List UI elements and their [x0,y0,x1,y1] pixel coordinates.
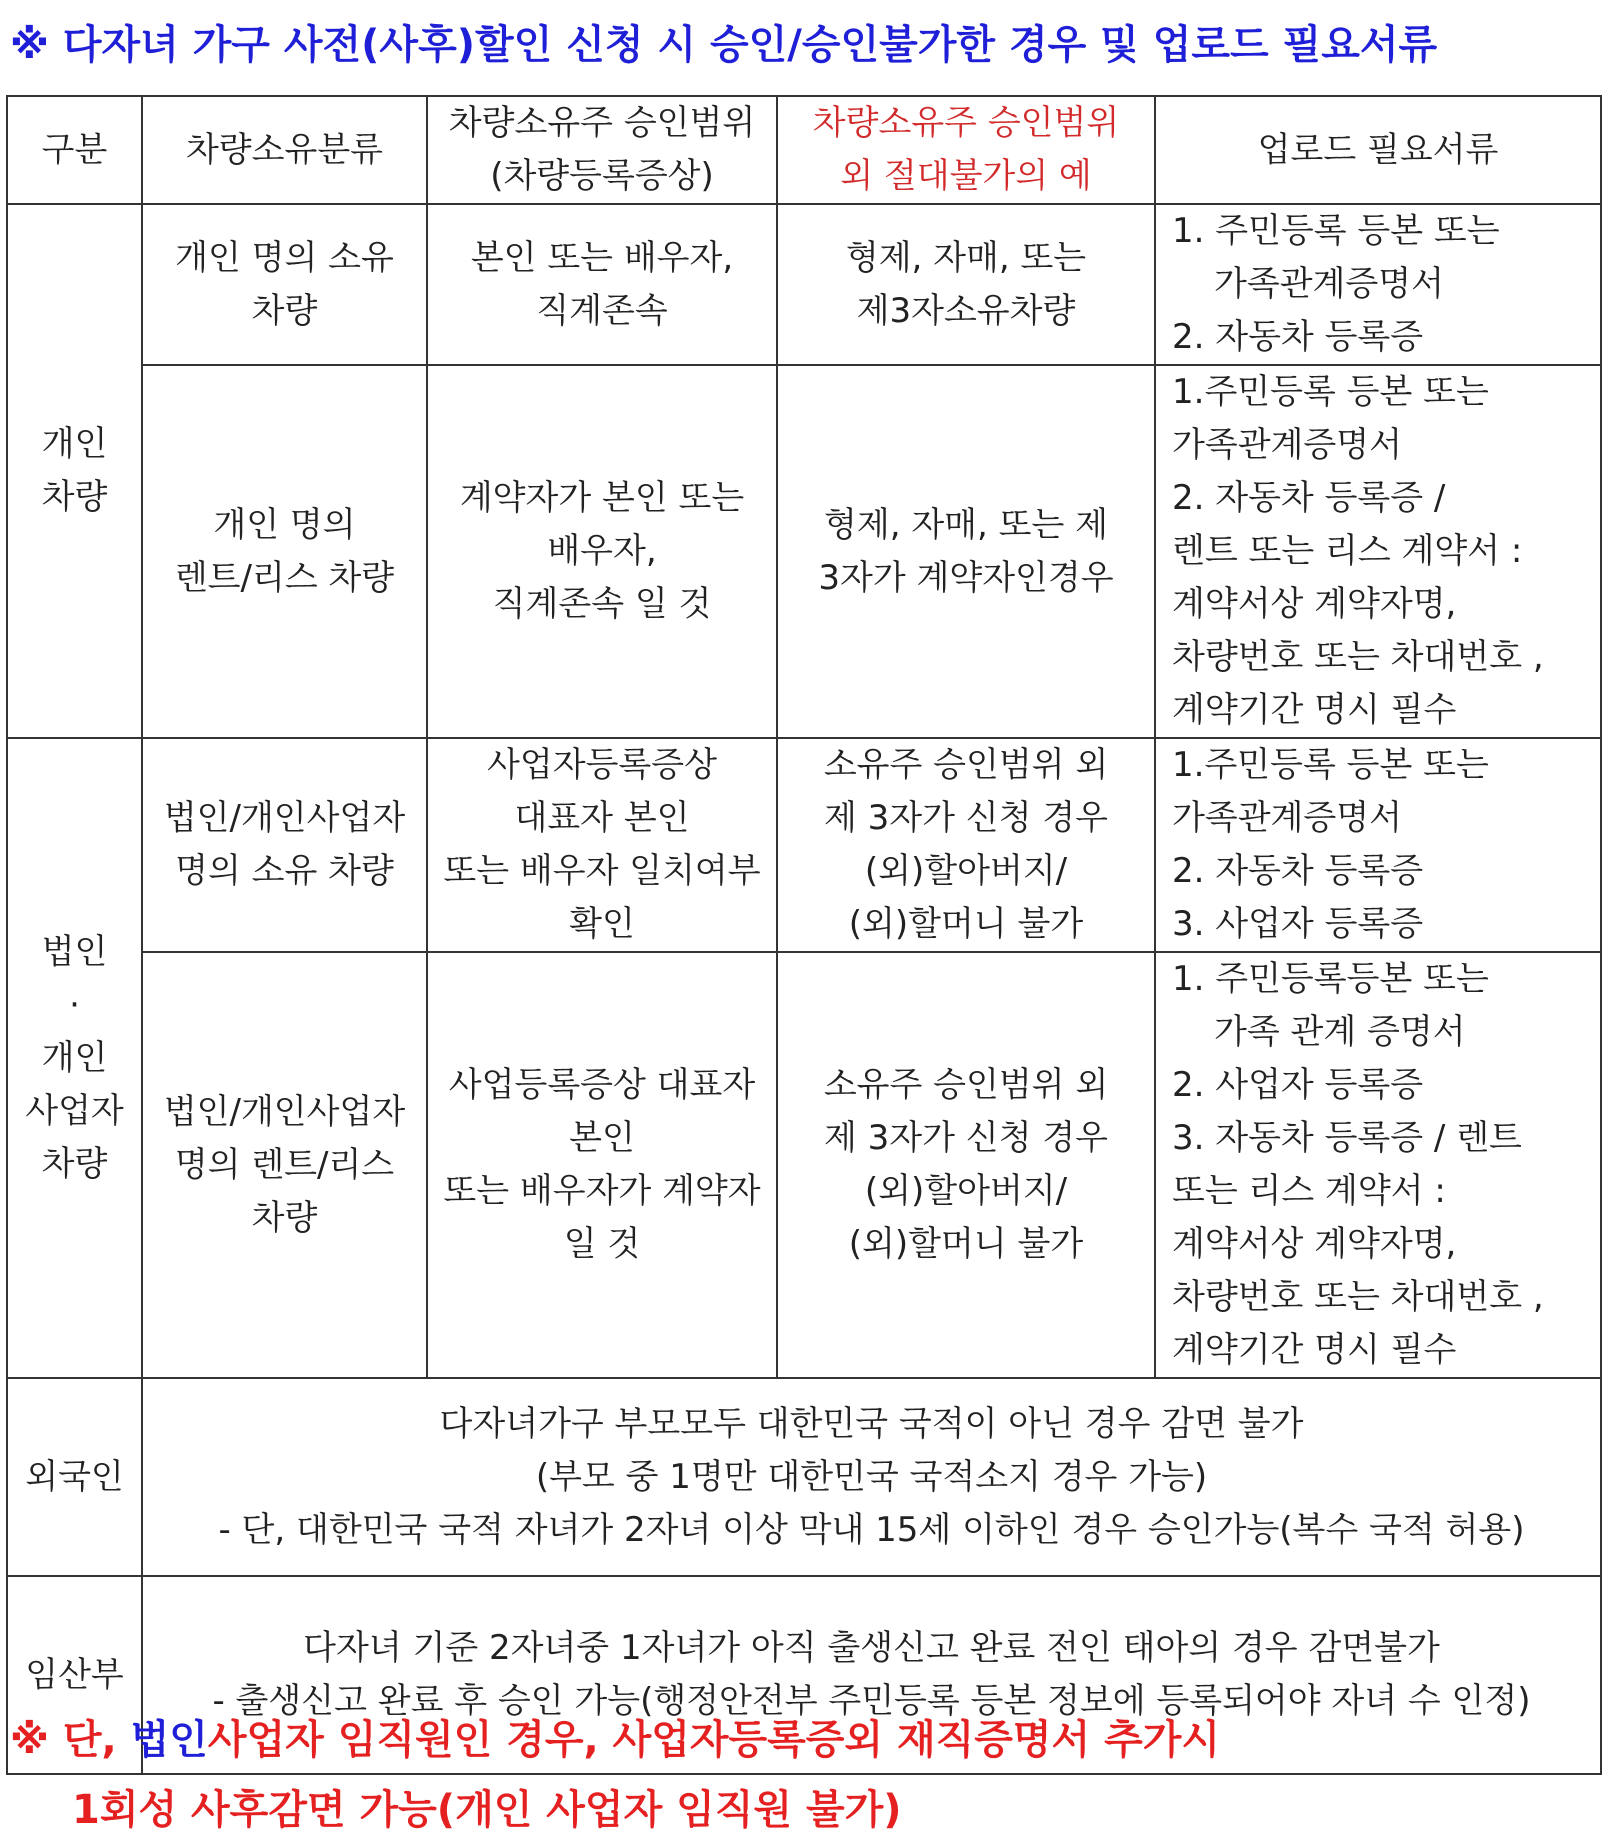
footnote [10,1705,1610,1845]
header-not-allowed: 차량소유주 승인범위 외 절대불가의 예 [777,96,1155,204]
table-row [7,952,1601,1378]
ownership-type: 법인/개인사업자 명의 소유 차량 [142,738,427,952]
not-allowed-example: 형제, 자매, 또는 제 3자가 계약자인경우 [777,365,1155,738]
header-required-docs: 업로드 필요서류 [1155,96,1601,204]
approval-scope: 본인 또는 배우자, 직계존속 [427,204,777,365]
table-row [7,738,1601,952]
header-category: 구분 [7,96,142,204]
approval-scope: 사업등록증상 대표자 본인 또는 배우자가 계약자 일 것 [427,952,777,1378]
page-title: ※ 다자녀 가구 사전(사후)할인 신청 시 승인/승인불가한 경우 및 업로드 필요서류 [10,22,1438,68]
header-ownership-type: 차량소유분류 [142,96,427,204]
required-docs: 1.주민등록 등본 또는 가족관계증명서 2. 자동차 등록증 3. 사업자 등록증 [1155,738,1601,952]
not-allowed-example: 형제, 자매, 또는 제3자소유차량 [777,204,1155,365]
ownership-type: 개인 명의 소유 차량 [142,204,427,365]
required-docs: 1. 주민등록 등본 또는 가족관계증명서 2. 자동차 등록증 [1155,204,1601,365]
category-foreigner: 외국인 [7,1378,142,1576]
foreigner-rule: 다자녀가구 부모모두 대한민국 국적이 아닌 경우 감면 불가 (부모 중 1명만 대한민국 국적소지 경우 가능) - 단, 대한민국 국적 자녀가 2자녀 이상 막내 15세 이하인 경우 승인가능(복수 국적 허용) [142,1378,1601,1576]
footnote-line-1: ※ 단, 법인사업자 임직원인 경우, 사업자등록증외 재직증명서 추가시 [10,1717,1221,1763]
category-corporate-vehicle: 법인 · 개인 사업자 차량 [7,738,142,1378]
ownership-type: 개인 명의 렌트/리스 차량 [142,365,427,738]
ownership-type: 법인/개인사업자 명의 렌트/리스 차량 [142,952,427,1378]
not-allowed-example: 소유주 승인범위 외 제 3자가 신청 경우 (외)할아버지/ (외)할머니 불가 [777,738,1155,952]
approval-table [6,95,1602,1775]
approval-scope: 사업자등록증상 대표자 본인 또는 배우자 일치여부 확인 [427,738,777,952]
footnote-line-2: 1회성 사후감면 가능(개인 사업자 임직원 불가) [72,1787,902,1833]
approval-scope: 계약자가 본인 또는 배우자, 직계존속 일 것 [427,365,777,738]
table-row [7,1378,1601,1576]
required-docs: 1. 주민등록등본 또는 가족 관계 증명서 2. 사업자 등록증 3. 자동차 등록증 / 렌트 또는 리스 계약서 : 계약서상 계약자명, 차량번호 또는 차대번호 , 계약기간 명시 필수 [1155,952,1601,1378]
category-personal-vehicle: 개인 차량 [7,204,142,738]
header-approval-scope: 차량소유주 승인범위 (차량등록증상) [427,96,777,204]
table-header-row [7,96,1601,204]
pregnant-rule: 다자녀 기준 2자녀중 1자녀가 아직 출생신고 완료 전인 태아의 경우 감면불가 - 출생신고 완료 후 승인 가능(행정안전부 주민등록 등본 정보에 등록되어야 자녀 수 인정) [142,1576,1601,1774]
not-allowed-example: 소유주 승인범위 외 제 3자가 신청 경우 (외)할아버지/ (외)할머니 불가 [777,952,1155,1378]
required-docs: 1.주민등록 등본 또는 가족관계증명서 2. 자동차 등록증 / 렌트 또는 리스 계약서 : 계약서상 계약자명, 차량번호 또는 차대번호 , 계약기간 명시 필수 [1155,365,1601,738]
table-row [7,204,1601,365]
category-pregnant: 임산부 [7,1576,142,1774]
table-row [7,365,1601,738]
